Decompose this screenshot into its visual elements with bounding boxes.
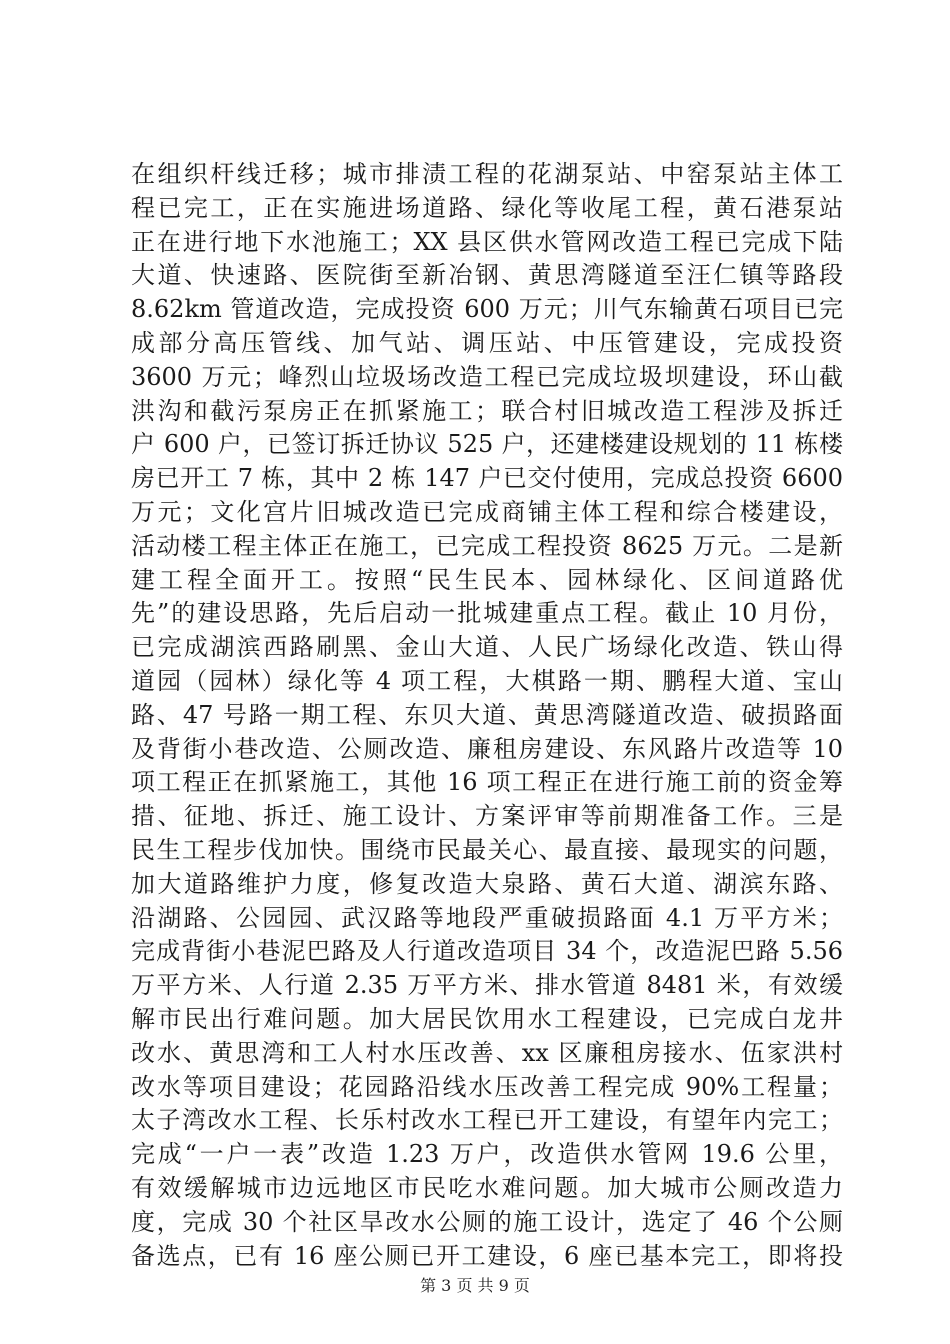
- text-line: 太子湾改水工程、长乐村改水工程已开工建设，有望年内完工；: [131, 1106, 843, 1135]
- text-line: 度，完成 30 个社区旱改水公厕的施工设计，选定了 46 个公厕: [131, 1207, 843, 1236]
- body-text: [131, 158, 843, 1273]
- text-line: 活动楼工程主体正在施工，已完成工程投资 8625 万元。二是新: [131, 531, 843, 560]
- text-line: 项工程正在抓紧施工，其他 16 项工程正在进行施工前的资金筹: [131, 768, 843, 797]
- text-line: 有效缓解城市边远地区市民吃水难问题。加大城市公厕改造力: [131, 1173, 843, 1202]
- text-line: 措、征地、拆迁、施工设计、方案评审等前期准备工作。三是: [131, 802, 843, 831]
- text-line: 完成“一户一表”改造 1.23 万户，改造供水管网 19.6 公里，: [131, 1140, 843, 1169]
- text-line: 正在进行地下水池施工；XX 县区供水管网改造工程已完成下陆: [131, 227, 843, 256]
- text-line: 改水、黄思湾和工人村水压改善、xx 区廉租房接水、伍家洪村: [131, 1038, 843, 1067]
- text-line: 房已开工 7 栋，其中 2 栋 147 户已交付使用，完成总投资 6600: [131, 464, 843, 493]
- text-line: 及背街小巷改造、公厕改造、廉租房建设、东风路片改造等 10: [131, 734, 843, 763]
- text-line: 程已完工，正在实施进场道路、绿化等收尾工程，黄石港泵站: [131, 193, 843, 222]
- text-line: 万元；文化宫片旧城改造已完成商铺主体工程和综合楼建设，: [131, 497, 843, 526]
- text-line: 完成背街小巷泥巴路及人行道改造项目 34 个，改造泥巴路 5.56: [131, 937, 843, 966]
- text-line: 民生工程步伐加快。围绕市民最关心、最直接、最现实的问题，: [131, 835, 843, 864]
- text-line: 沿湖路、公园园、武汉路等地段严重破损路面 4.1 万平方米；: [131, 903, 843, 932]
- text-line: 先”的建设思路，先后启动一批城建重点工程。截止 10 月份，: [131, 599, 843, 628]
- text-line: 加大道路维护力度，修复改造大泉路、黄石大道、湖滨东路、: [131, 869, 843, 898]
- text-line: 在组织杆线迁移；城市排渍工程的花湖泵站、中窑泵站主体工: [131, 160, 843, 188]
- text-line: 已完成湖滨西路刷黑、金山大道、人民广场绿化改造、铁山得: [131, 633, 843, 662]
- text-line: 洪沟和截污泵房正在抓紧施工；联合村旧城改造工程涉及拆迁: [131, 396, 843, 425]
- text-line: 万平方米、人行道 2.35 万平方米、排水管道 8481 米，有效缓: [131, 971, 843, 1000]
- text-line: 8.62km 管道改造，完成投资 600 万元；川气东输黄石项目已完: [131, 295, 843, 324]
- text-line: 解市民出行难问题。加大居民饮用水工程建设，已完成白龙井: [131, 1004, 843, 1033]
- text-line: 路、47 号路一期工程、东贝大道、黄思湾隧道改造、破损路面: [131, 700, 843, 729]
- page-footer: 第 3 页 共 9 页: [420, 1276, 530, 1295]
- text-line: 改水等项目建设；花园路沿线水压改善工程完成 90%工程量；: [131, 1072, 843, 1101]
- text-line: 成部分高压管线、加气站、调压站、中压管建设，完成投资: [131, 328, 843, 357]
- text-line: 大道、快速路、医院街至新冶钢、黄思湾隧道至汪仁镇等路段: [131, 261, 843, 290]
- text-line: 建工程全面开工。按照“民生民本、园林绿化、区间道路优: [131, 565, 843, 594]
- text-line: 3600 万元；峰烈山垃圾场改造工程已完成垃圾坝建设，环山截: [131, 362, 843, 391]
- text-line: 户 600 户，已签订拆迁协议 525 户，还建楼建设规划的 11 栋楼: [131, 430, 843, 459]
- text-line: 道园（园林）绿化等 4 项工程，大棋路一期、鹏程大道、宝山: [131, 666, 843, 695]
- text-line: 备选点，已有 16 座公厕已开工建设，6 座已基本完工，即将投: [131, 1241, 843, 1270]
